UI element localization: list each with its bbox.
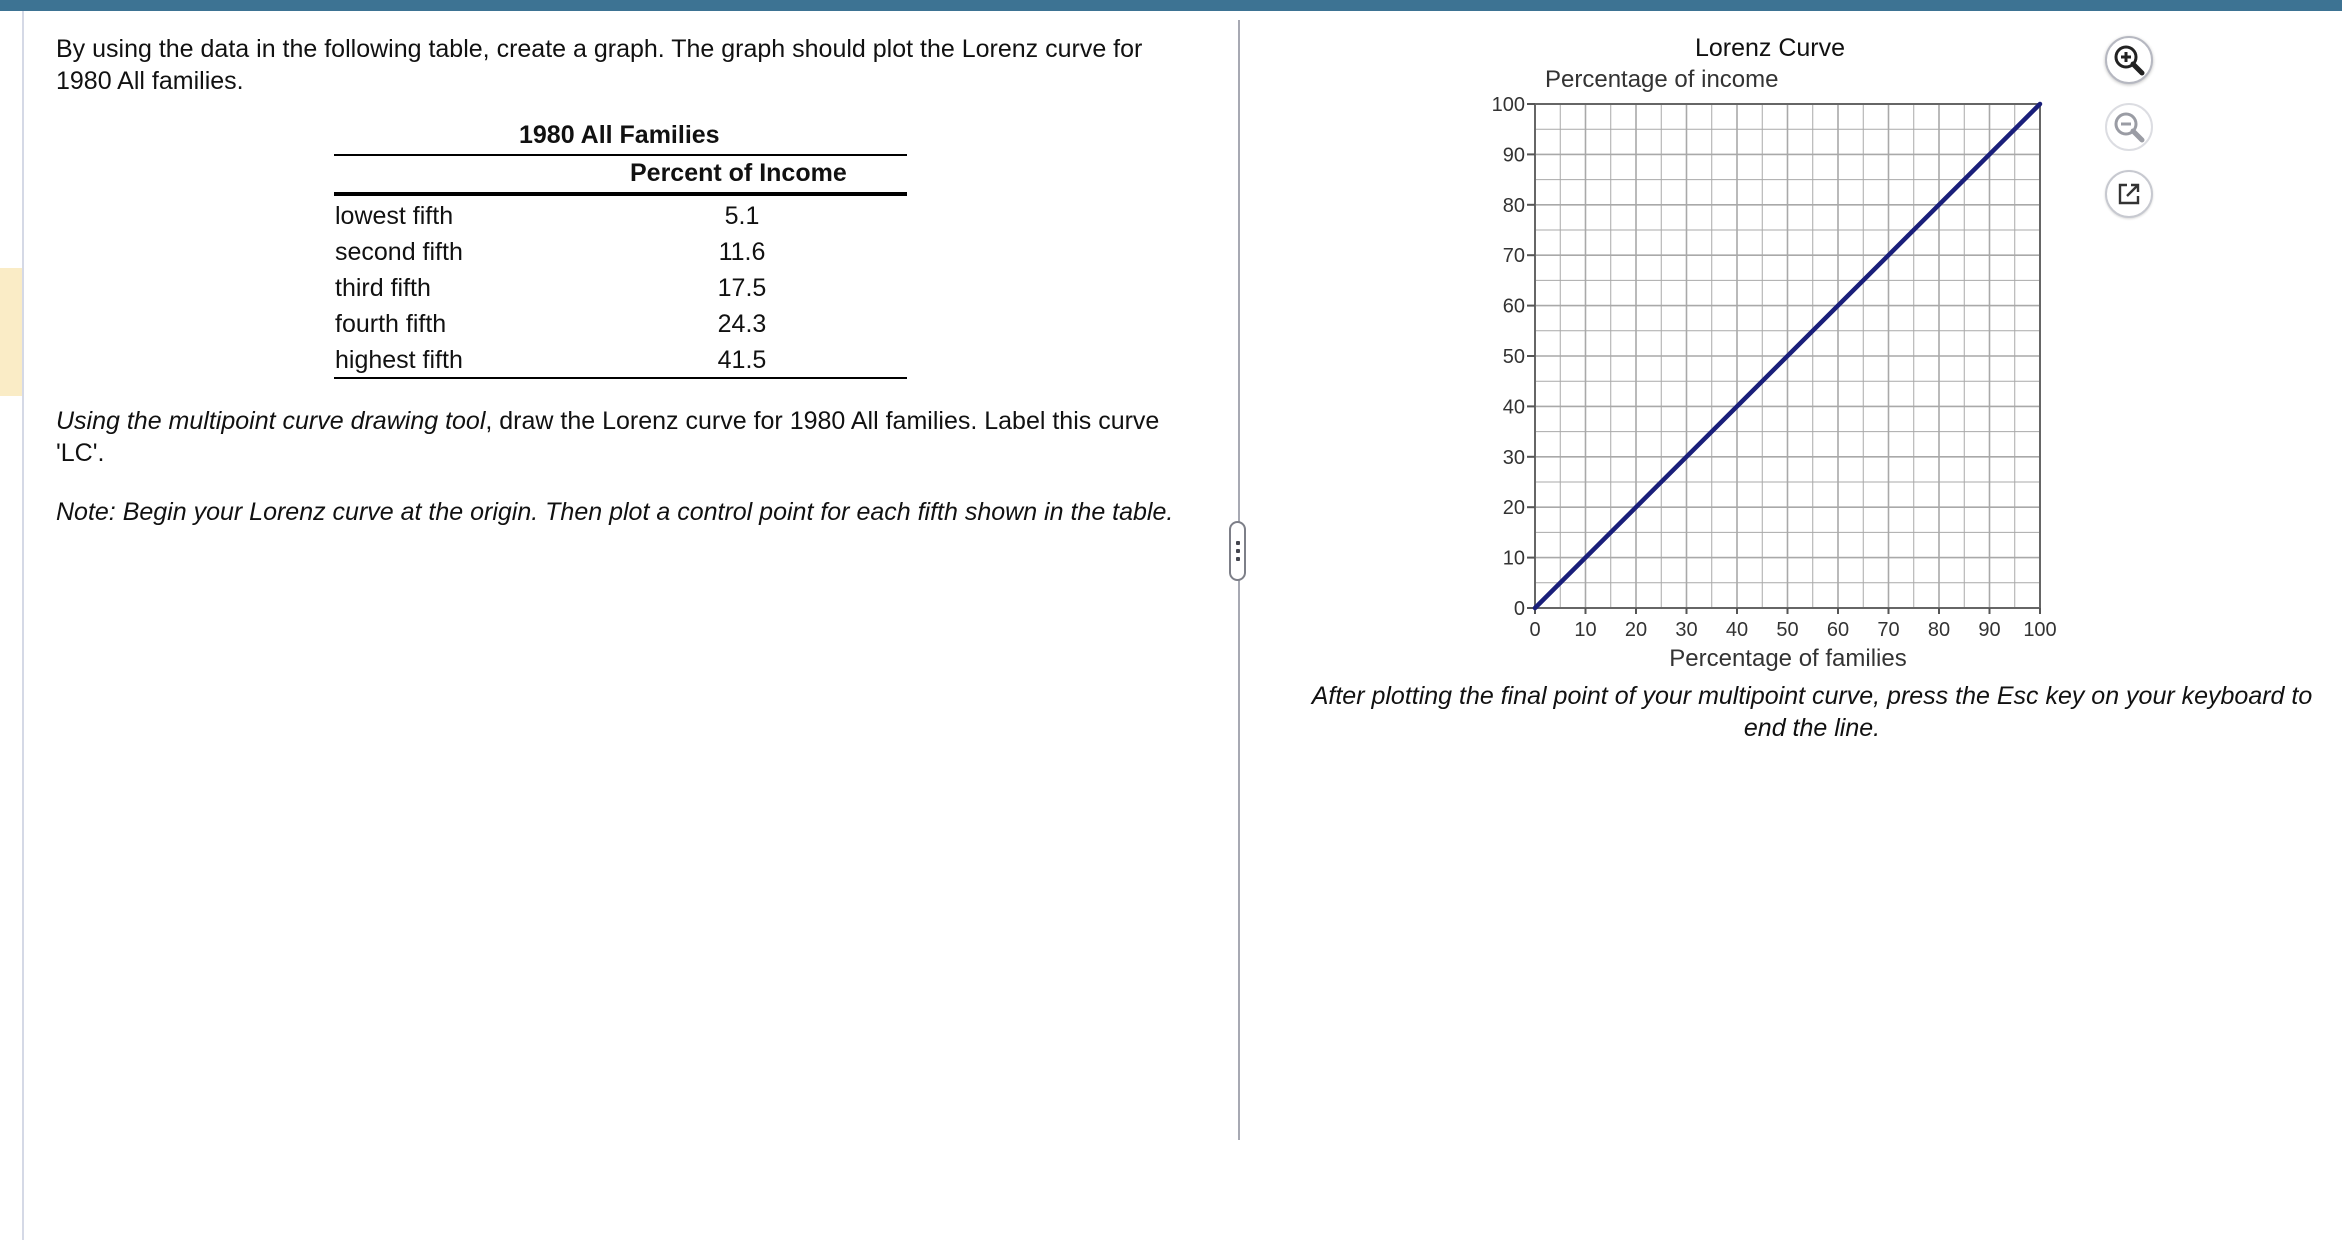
x-tick-label: 90: [1978, 619, 2001, 641]
y-tick-label: 10: [1502, 547, 1525, 570]
y-axis-label: Percentage of income: [1545, 66, 1779, 93]
table-row-label: lowest fifth: [335, 202, 454, 230]
zoom-out-button[interactable]: [2105, 103, 2153, 151]
popout-button[interactable]: [2105, 170, 2153, 218]
y-tick-label: 80: [1502, 194, 1525, 217]
y-tick-label: 30: [1502, 446, 1525, 469]
x-tick-label: 40: [1725, 619, 1749, 641]
y-tick-label: 20: [1502, 497, 1525, 520]
y-tick-label: 50: [1502, 346, 1525, 368]
x-tick-label: 100: [2023, 619, 2057, 641]
zoom-out-icon: [2107, 105, 2151, 149]
table-rule-bottom: [334, 377, 907, 379]
x-tick-label: 80: [1927, 619, 1951, 641]
x-tick-label: 20: [1624, 619, 1648, 641]
y-tick-label: 60: [1502, 295, 1525, 318]
y-tick-label: 70: [1502, 245, 1525, 268]
table-rule-header: [334, 192, 907, 196]
instructions-tool-name: Using the multipoint curve drawing tool: [56, 407, 486, 435]
top-bar: [0, 0, 2342, 11]
instructions: [56, 405, 1186, 469]
x-tick-label: 10: [1574, 619, 1597, 641]
y-tick-label: 90: [1502, 144, 1525, 167]
table-row-value: 5.1: [724, 202, 760, 230]
table-row-label: second fifth: [335, 238, 463, 266]
table-row-value: 11.6: [718, 238, 766, 266]
x-tick-label: 0: [1529, 619, 1541, 641]
x-axis-label: Percentage of families: [1669, 645, 1907, 672]
table-row-value: 24.3: [717, 310, 767, 338]
table-title: 1980 All Families: [519, 121, 720, 149]
question-prompt: By using the data in the following table, create a graph. The graph should plot the Lorenz curve for 1980 All families.: [56, 35, 1143, 95]
table-rule-top: [334, 154, 907, 156]
lorenz-chart[interactable]: [1460, 20, 2100, 680]
table-column-header: Percent of Income: [630, 159, 847, 187]
x-tick-label: 30: [1675, 619, 1698, 641]
x-tick-label: 70: [1877, 619, 1900, 641]
chart-instruction: After plotting the final point of your multipoint curve, press the Esc key on your keyboard to end the line.: [1311, 682, 2313, 742]
y-tick-label: 0: [1513, 598, 1525, 620]
table-row-value: 17.5: [717, 274, 767, 302]
left-border: [22, 11, 24, 1240]
x-tick-label: 50: [1776, 619, 1799, 641]
x-tick-label: 60: [1826, 619, 1850, 641]
external-link-icon: [2107, 172, 2151, 216]
table-row-value: 41.5: [717, 346, 767, 374]
zoom-in-button[interactable]: [2105, 36, 2153, 84]
table-row-label: fourth fifth: [335, 310, 447, 338]
table-row-label: highest fifth: [335, 346, 463, 374]
y-tick-label: 40: [1502, 396, 1525, 419]
instructions-text: , draw the Lorenz curve for 1980 All families. Label this curve 'LC'.: [56, 407, 1160, 467]
question-marker: [0, 268, 22, 396]
pane-resize-handle[interactable]: [1229, 521, 1246, 581]
zoom-in-icon: [2107, 38, 2151, 82]
chart-title: Lorenz Curve: [1694, 34, 1846, 62]
note: Note: Begin your Lorenz curve at the origin. Then plot a control point for each fifth shown in the table.: [56, 498, 1174, 526]
y-tick-label: 100: [1491, 94, 1525, 116]
table-row-label: third fifth: [335, 274, 431, 302]
